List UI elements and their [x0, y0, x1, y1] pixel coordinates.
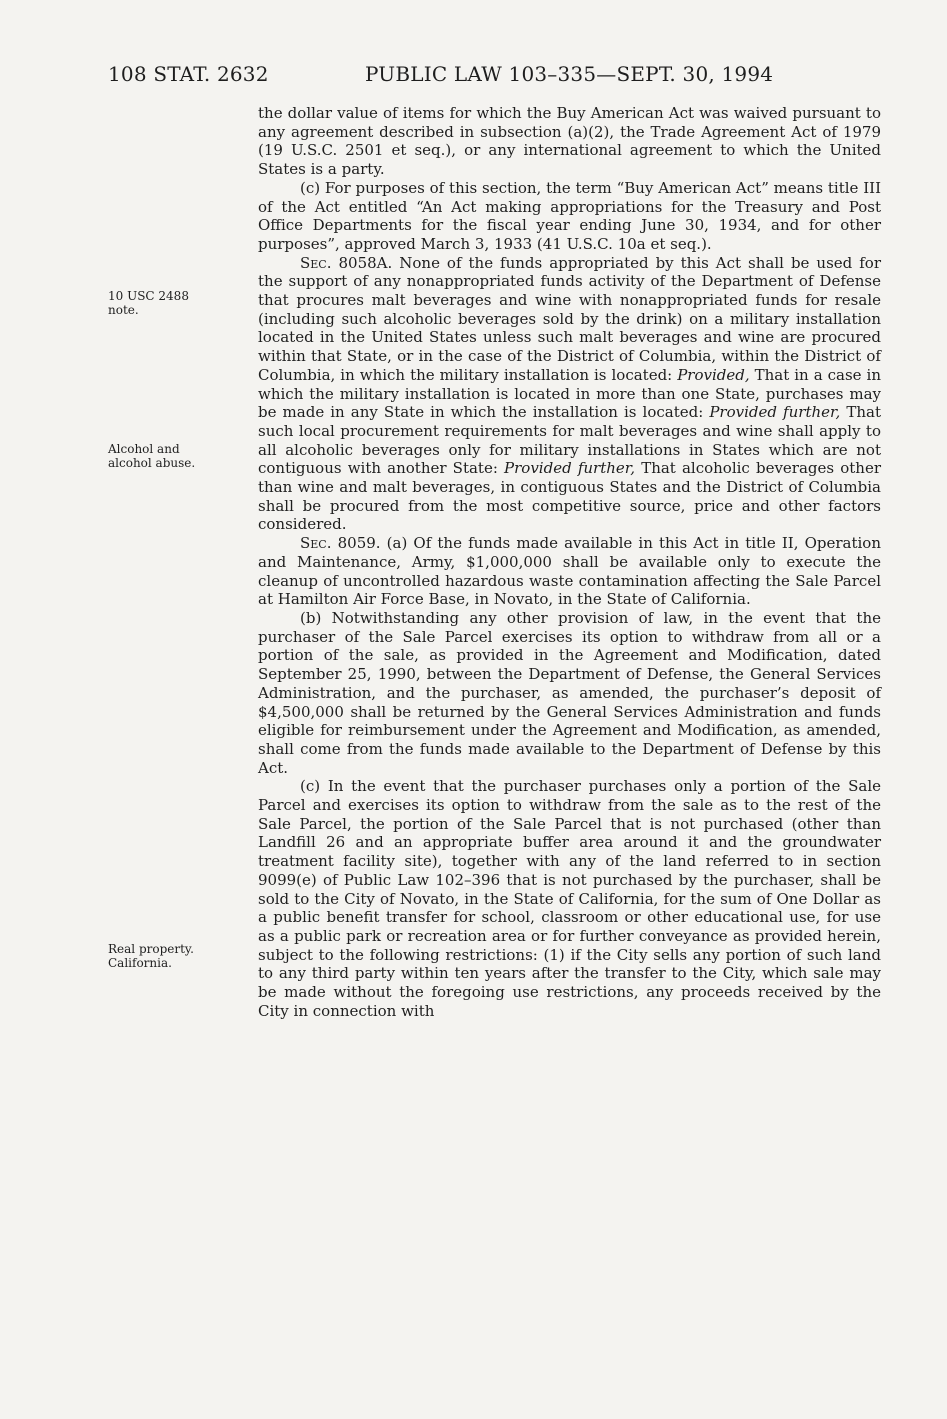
margin-note-line: alcohol abuse.: [108, 456, 196, 470]
paragraph-sec-8058a: [258, 254, 881, 535]
margin-note-line: Alcohol and: [108, 442, 180, 456]
margin-note-alcohol: [108, 442, 195, 470]
margin-note-line: 10 USC 2488: [108, 289, 189, 303]
section-label: Sec. 8059.: [300, 534, 381, 553]
paragraph-continuation: the dollar value of items for which the Buy American Act was waived pursuant to any agreement described in subsection (a)(2), the Trade Agreement Act of 1979 (19 U.S.C. 2501 et seq.), or any international agreement to which the United States is a party.: [258, 104, 881, 179]
paragraph-subsection-c-sale: (c) In the event that the purchaser purchases only a portion of the Sale Parcel and exercises its option to withdraw from the sale as to the rest of the Sale Parcel, the portion of the Sale Parcel that is not purchased (other than Landfill 26 and an appropriate buffer area around it and the groundwater treatment facility site), together with any of the land referred to in section 9099(e) of Public Law 102–396 that is not purchased by the purchaser, shall be sold to the City of Novato, in the State of California, for the sum of One Dollar as a public benefit transfer for school, classroom or other educational use, for use as a public park or recreation area or for further conveyance as provided herein, subject to the following restrictions: (1) if the City sells any portion of such land to any third party within ten years after the transfer to the City, which sale may be made without the foregoing use restrictions, any proceeds received by the City in connection with: [258, 777, 881, 1020]
public-law-title: PUBLIC LAW 103–335—SEPT. 30, 1994: [365, 62, 774, 86]
paragraph-text: (a) Of the funds made available in this Act in title II, Operation and Maintenance, Army, $1,000,000 shall be available only to execute the cleanup of uncontrolled hazardous waste contamination affecting the Sale Parcel at Hamilton Air Force Base, in Novato, in the State of California.: [258, 534, 881, 609]
proviso-label: Provided,: [677, 365, 750, 384]
margin-note-line: Real property.: [108, 942, 194, 956]
margin-note-line: note.: [108, 303, 139, 317]
paragraph-subsection-b: (b) Notwithstanding any other provision of law, in the event that the purchaser of the Sale Parcel exercises its option to withdraw from all or a portion of the sale, as provided in the Agreement and Modification, dated September 25, 1990, between the Department of Defense, the General Services Administration, and the purchaser, as amended, the purchaser’s deposit of $4,500,000 shall be returned by the General Services Administration and funds eligible for reimbursement under the Agreement and Modification, as amended, shall come from the funds made available to the Department of Defense by this Act.: [258, 608, 881, 777]
paragraph-sec-8059: [258, 534, 881, 609]
proviso-label: Provided further,: [504, 459, 636, 478]
paragraph-text: That alcoholic beverages other than wine and malt beverages, in contiguous States and the District of Columbia shall be procured from the most competitive source, price and other factors considered.: [258, 459, 881, 534]
section-label: Sec. 8058A.: [300, 253, 393, 272]
proviso-label: Provided further,: [709, 403, 841, 422]
statute-body: [258, 104, 881, 1020]
paragraph-text: None of the funds appropriated by this Act shall be used for the support of any nonappropriated funds activity of the Department of Defense that procures malt beverages and wine with nonappropriated funds for resale (including such alcoholic beverages sold by the drink) on a military installation located in the United States unless such malt beverages and wine are procured within that State, or in the case of the District of Columbia, within the District of Columbia, in which the military installation is located:: [258, 253, 881, 384]
statute-page-number: 108 STAT. 2632: [108, 62, 269, 86]
paragraph-subsection-c-definition: (c) For purposes of this section, the term “Buy American Act” means title III of the Act entitled “An Act making appropriations for the Treasury and Post Office Departments for the fiscal year ending June 30, 1934, and for other purposes”, approved March 3, 1933 (41 U.S.C. 10a et seq.).: [258, 178, 881, 253]
paragraph-text: That in a case in which the military installation is located in more than one State, purchases may be made in any State in which the installation is located:: [258, 365, 881, 422]
margin-note-line: California.: [108, 956, 172, 970]
margin-note-real-property: [108, 942, 194, 970]
margin-note-usc: [108, 289, 189, 317]
page-header: [108, 62, 881, 86]
paragraph-text: That such local procurement requirements for malt beverages and wine shall apply to all alcoholic beverages only for military installations in States which are not contiguous with another State:: [258, 403, 881, 478]
